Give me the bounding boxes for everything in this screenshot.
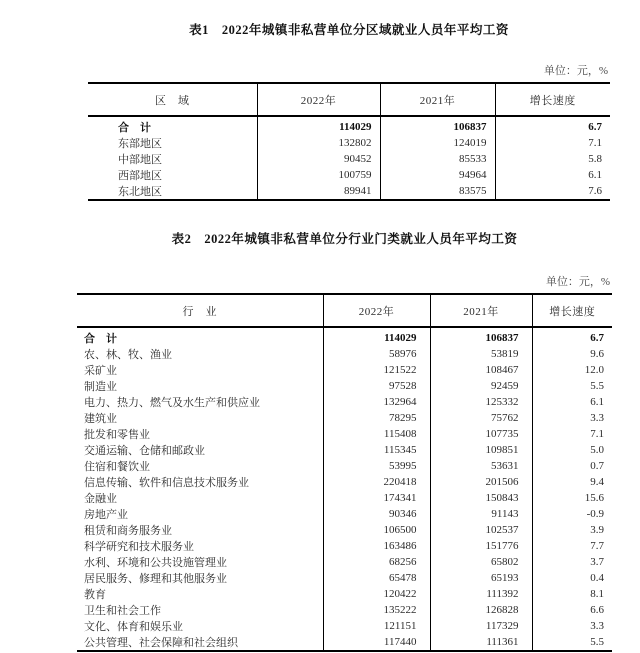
table-row <box>77 346 612 362</box>
row-label-cell: 金融业 <box>84 493 117 505</box>
value-cell: 3.7 <box>532 554 612 570</box>
value-cell: 109851 <box>430 442 532 458</box>
value-cell: 8.1 <box>532 586 612 602</box>
value-cell: 114029 <box>257 116 380 135</box>
value-cell: 15.6 <box>532 490 612 506</box>
value-cell: 92459 <box>430 378 532 394</box>
value-cell: 7.1 <box>495 135 610 151</box>
value-cell: 75762 <box>430 410 532 426</box>
row-label-cell: 西部地区 <box>118 170 162 182</box>
region-wage-table <box>88 82 610 201</box>
column-header-2022: 2022年 <box>257 83 380 116</box>
value-cell: 12.0 <box>532 362 612 378</box>
value-cell: 6.7 <box>532 327 612 346</box>
value-cell: 6.1 <box>532 394 612 410</box>
region-table-body <box>88 116 610 200</box>
value-cell: 124019 <box>380 135 495 151</box>
value-cell: 89941 <box>257 183 380 200</box>
value-cell: 6.1 <box>495 167 610 183</box>
row-label-cell: 公共管理、社会保障和社会组织 <box>84 637 238 649</box>
row-label-cell: 科学研究和技术服务业 <box>84 541 194 553</box>
row-label-cell: 卫生和社会工作 <box>84 605 161 617</box>
value-cell: 3.9 <box>532 522 612 538</box>
table-row <box>77 327 612 346</box>
value-cell: 106837 <box>430 327 532 346</box>
value-cell: 97528 <box>323 378 430 394</box>
value-cell: 201506 <box>430 474 532 490</box>
value-cell: 132964 <box>323 394 430 410</box>
column-header-growth: 增长速度 <box>495 83 610 116</box>
table-row <box>88 151 610 167</box>
row-label-cell: 合 计 <box>118 122 151 134</box>
row-label-cell: 住宿和餐饮业 <box>84 461 150 473</box>
value-cell: 100759 <box>257 167 380 183</box>
row-label-cell: 采矿业 <box>84 365 117 377</box>
value-cell: 65802 <box>430 554 532 570</box>
value-cell: 58976 <box>323 346 430 362</box>
table2-unit-label: 单位：元，% <box>545 276 610 288</box>
table-row <box>77 394 612 410</box>
table1-section <box>88 22 610 201</box>
row-label-cell: 中部地区 <box>118 154 162 166</box>
column-header-growth: 增长速度 <box>532 294 612 327</box>
value-cell: 90452 <box>257 151 380 167</box>
value-cell: 5.5 <box>532 634 612 651</box>
column-header-2022: 2022年 <box>323 294 430 327</box>
value-cell: 115408 <box>323 426 430 442</box>
region-table-header-row <box>88 83 610 116</box>
value-cell: 53631 <box>430 458 532 474</box>
table-row <box>88 116 610 135</box>
table-row <box>77 554 612 570</box>
value-cell: 5.8 <box>495 151 610 167</box>
value-cell: 65478 <box>323 570 430 586</box>
value-cell: 3.3 <box>532 618 612 634</box>
value-cell: 117440 <box>323 634 430 651</box>
table-row <box>77 522 612 538</box>
industry-table-header-row <box>77 294 612 327</box>
value-cell: 117329 <box>430 618 532 634</box>
value-cell: 111361 <box>430 634 532 651</box>
value-cell: 163486 <box>323 538 430 554</box>
table-row <box>88 135 610 151</box>
row-label-cell: 东北地区 <box>118 186 162 198</box>
value-cell: 5.0 <box>532 442 612 458</box>
row-label-cell: 合 计 <box>84 333 117 345</box>
value-cell: -0.9 <box>532 506 612 522</box>
row-label-cell: 租赁和商务服务业 <box>84 525 172 537</box>
row-label-cell: 东部地区 <box>118 138 162 150</box>
value-cell: 102537 <box>430 522 532 538</box>
value-cell: 53819 <box>430 346 532 362</box>
table-row <box>77 538 612 554</box>
value-cell: 0.4 <box>532 570 612 586</box>
row-label-cell: 水利、环境和公共设施管理业 <box>84 557 227 569</box>
row-label-cell: 农、林、牧、渔业 <box>84 349 172 361</box>
value-cell: 5.5 <box>532 378 612 394</box>
row-label-cell: 交通运输、仓储和邮政业 <box>84 445 205 457</box>
value-cell: 3.3 <box>532 410 612 426</box>
value-cell: 174341 <box>323 490 430 506</box>
table-row <box>77 506 612 522</box>
value-cell: 121151 <box>323 618 430 634</box>
table-row <box>77 474 612 490</box>
value-cell: 68256 <box>323 554 430 570</box>
value-cell: 150843 <box>430 490 532 506</box>
value-cell: 53995 <box>323 458 430 474</box>
value-cell: 78295 <box>323 410 430 426</box>
table2-section <box>77 231 612 652</box>
value-cell: 126828 <box>430 602 532 618</box>
row-label-cell: 信息传输、软件和信息技术服务业 <box>84 477 249 489</box>
value-cell: 132802 <box>257 135 380 151</box>
row-label-cell: 批发和零售业 <box>84 429 150 441</box>
table-row <box>77 458 612 474</box>
value-cell: 220418 <box>323 474 430 490</box>
row-label-cell: 电力、热力、燃气及水生产和供应业 <box>84 397 260 409</box>
value-cell: 120422 <box>323 586 430 602</box>
value-cell: 85533 <box>380 151 495 167</box>
table2-title: 表2 2022年城镇非私营单位分行业门类就业人员年平均工资 <box>171 232 518 246</box>
table-row <box>77 362 612 378</box>
column-header-2021: 2021年 <box>430 294 532 327</box>
row-label-cell: 房地产业 <box>84 509 128 521</box>
table1-title: 表1 2022年城镇非私营单位分区域就业人员年平均工资 <box>189 23 509 37</box>
table1-unit-label: 单位：元，% <box>543 65 608 77</box>
table-row <box>77 586 612 602</box>
value-cell: 6.6 <box>532 602 612 618</box>
value-cell: 151776 <box>430 538 532 554</box>
value-cell: 115345 <box>323 442 430 458</box>
value-cell: 7.6 <box>495 183 610 200</box>
value-cell: 9.6 <box>532 346 612 362</box>
value-cell: 91143 <box>430 506 532 522</box>
row-label-cell: 教育 <box>84 589 106 601</box>
value-cell: 90346 <box>323 506 430 522</box>
table-row <box>77 618 612 634</box>
value-cell: 121522 <box>323 362 430 378</box>
table-row <box>77 634 612 651</box>
industry-table-body <box>77 327 612 651</box>
table-row <box>88 167 610 183</box>
value-cell: 7.7 <box>532 538 612 554</box>
value-cell: 108467 <box>430 362 532 378</box>
value-cell: 7.1 <box>532 426 612 442</box>
value-cell: 83575 <box>380 183 495 200</box>
value-cell: 107735 <box>430 426 532 442</box>
value-cell: 106500 <box>323 522 430 538</box>
value-cell: 9.4 <box>532 474 612 490</box>
value-cell: 114029 <box>323 327 430 346</box>
value-cell: 125332 <box>430 394 532 410</box>
value-cell: 94964 <box>380 167 495 183</box>
value-cell: 111392 <box>430 586 532 602</box>
value-cell: 65193 <box>430 570 532 586</box>
row-label-cell: 建筑业 <box>84 413 117 425</box>
value-cell: 6.7 <box>495 116 610 135</box>
industry-wage-table <box>77 293 612 652</box>
table-row <box>77 602 612 618</box>
row-label-cell: 文化、体育和娱乐业 <box>84 621 183 633</box>
table-row <box>88 183 610 200</box>
value-cell: 135222 <box>323 602 430 618</box>
table-row <box>77 442 612 458</box>
column-header-2021: 2021年 <box>380 83 495 116</box>
column-header-region: 区 域 <box>88 83 257 116</box>
table-row <box>77 426 612 442</box>
row-label-cell: 居民服务、修理和其他服务业 <box>84 573 227 585</box>
table-row <box>77 490 612 506</box>
table-row <box>77 378 612 394</box>
row-label-cell: 制造业 <box>84 381 117 393</box>
table-row <box>77 410 612 426</box>
value-cell: 106837 <box>380 116 495 135</box>
column-header-industry: 行 业 <box>77 294 323 327</box>
value-cell: 0.7 <box>532 458 612 474</box>
table-row <box>77 570 612 586</box>
